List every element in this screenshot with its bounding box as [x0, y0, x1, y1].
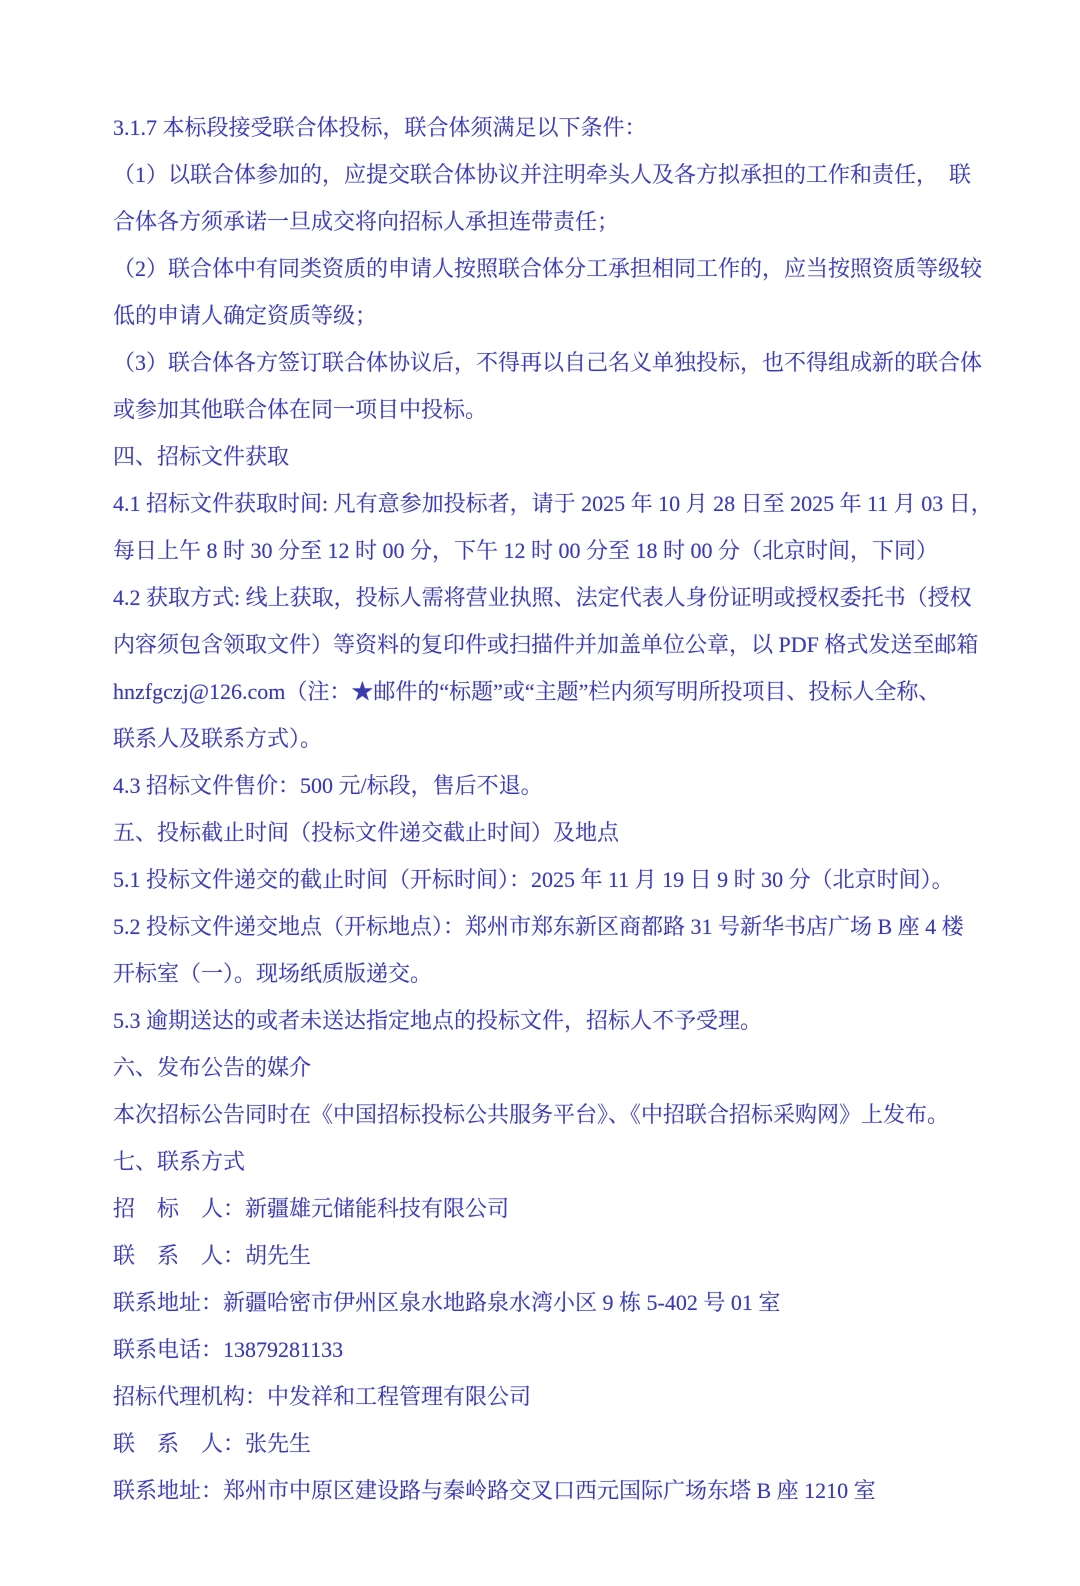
text-line: 5.3 逾期送达的或者未送达指定地点的投标文件，招标人不予受理。	[113, 1008, 763, 1033]
email-line: hnzfgczj@126.com（注：★邮件的“标题”或“主题”栏内须写明所投项目、投标人全称、	[113, 679, 941, 704]
contact-address-line: 联系地址：新疆哈密市伊州区泉水地路泉水湾小区 9 栋 5-402 号 01 室	[113, 1290, 781, 1315]
text-line: 4.1 招标文件获取时间: 凡有意参加投标者，请于 2025 年 10 月 28 日至 2025 年 11 月 03 日，	[113, 491, 993, 516]
section-heading: 七、联系方式	[113, 1149, 246, 1174]
contact-phone-line: 联系电话：13879281133	[113, 1337, 344, 1362]
text-line: 本次招标公告同时在《中国招标投标公共服务平台》、《中招联合招标采购网》上发布。	[113, 1102, 950, 1127]
contact-person-line: 联 系 人：张先生	[113, 1431, 312, 1456]
text-line: 或参加其他联合体在同一项目中投标。	[113, 397, 488, 422]
section-heading: 五、投标截止时间（投标文件递交截止时间）及地点	[113, 820, 620, 845]
text-line: （1）以联合体参加的，应提交联合体协议并注明牵头人及各方拟承担的工作和责任， 联	[113, 162, 972, 187]
contact-address-line: 联系地址：郑州市中原区建设路与秦岭路交叉口西元国际广场东塔 B 座 1210 室	[113, 1478, 876, 1503]
text-line: 5.1 投标文件递交的截止时间（开标时间）：2025 年 11 月 19 日 9 时 30 分（北京时间）。	[113, 867, 954, 892]
text-line: 低的申请人确定资质等级；	[113, 303, 378, 328]
text-line: 4.2 获取方式: 线上获取，投标人需将营业执照、法定代表人身份证明或授权委托书（授权	[113, 585, 972, 610]
text-line: 3.1.7 本标段接受联合体投标，联合体须满足以下条件：	[113, 115, 647, 140]
text-line: （2）联合体中有同类资质的申请人按照联合体分工承担相同工作的，应当按照资质等级较	[113, 256, 983, 281]
tenderer-line: 招 标 人：新疆雄元储能科技有限公司	[113, 1196, 510, 1221]
text-line: 开标室（一）。现场纸质版递交。	[113, 961, 433, 986]
text-line: （3）联合体各方签订联合体协议后，不得再以自己名义单独投标，也不得组成新的联合体	[113, 350, 983, 375]
text-line: 合体各方须承诺一旦成交将向招标人承担连带责任；	[113, 209, 620, 234]
contact-person-line: 联 系 人：胡先生	[113, 1243, 312, 1268]
section-heading: 四、招标文件获取	[113, 444, 290, 469]
text-line: 4.3 招标文件售价：500 元/标段，售后不退。	[113, 773, 543, 798]
section-heading: 六、发布公告的媒介	[113, 1055, 312, 1080]
text-line: 5.2 投标文件递交地点（开标地点）：郑州市郑东新区商都路 31 号新华书店广场 B 座 4 楼	[113, 914, 964, 939]
text-line: 每日上午 8 时 30 分至 12 时 00 分，下午 12 时 00 分至 18 时 00 分（北京时间，下同）	[113, 538, 939, 563]
text-line: 联系人及联系方式）。	[113, 726, 323, 751]
agency-line: 招标代理机构：中发祥和工程管理有限公司	[113, 1384, 532, 1409]
text-line: 内容须包含领取文件）等资料的复印件或扫描件并加盖单位公章，以 PDF 格式发送至邮箱	[113, 632, 979, 657]
